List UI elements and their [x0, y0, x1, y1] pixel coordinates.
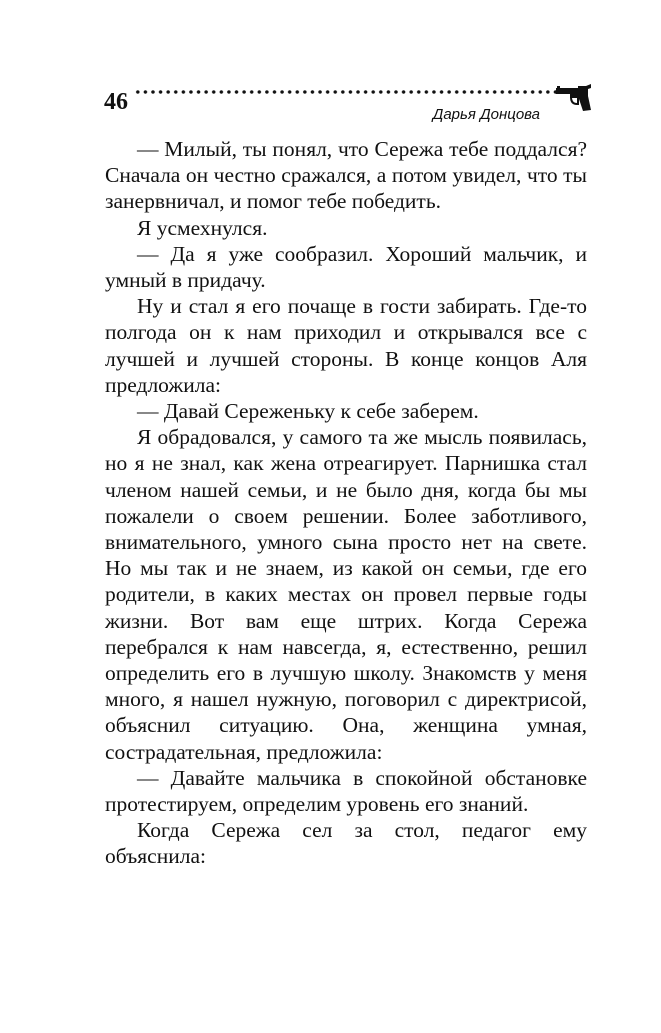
paragraph: Когда Сережа сел за стол, педагог ему объяснила:: [105, 818, 587, 869]
pistol-icon: [554, 84, 592, 112]
paragraph: Я усмехнулся.: [137, 215, 268, 240]
paragraph: — Давайте мальчика в спокойной обстановке протестируем, определим уровень его знаний.: [105, 765, 587, 817]
paragraph: Я обрадовался, у самого та же мысль появилась, но я не знал, как жена отреагирует. Парнишка стал членом нашей семьи, и не было дня, когда бы мы пожалели о своем решении. Более заботливого, внимательного, умного сына просто нет на свете. Но мы так и не знаем, из какой он семьи, где его родители, в каких местах он провел первые годы жизни. Вот вам еще штрих. Когда Сережа перебрался к нам навсегда, я, естественно, решил определить его в лучшую школу. Знакомств у меня много, я нашел нужную, поговорил с директрисой, объяснил ситуацию. Она, женщина умная, сострадательная, предложила:: [105, 425, 587, 764]
dotted-rule: [134, 88, 562, 96]
paragraph: — Милый, ты понял, что Сережа тебе поддался? Сначала он честно сражался, а потом увидел, что ты занервничал, и помог тебе победить.: [105, 137, 587, 214]
running-header: [104, 78, 592, 128]
paragraph: — Давай Сереженьку к себе заберем.: [137, 399, 479, 424]
page-number: 46: [104, 89, 128, 115]
body-text: [105, 136, 587, 870]
book-author: Дарья Донцова: [432, 106, 540, 123]
paragraph: Ну и стал я его почаще в гости забирать. Где-то полгода он к нам приходил и открывался все с лучшей и лучшей стороны. В конце концов Аля предложила:: [105, 294, 587, 397]
paragraph: — Да я уже сообразил. Хороший мальчик, и умный в придачу.: [105, 241, 587, 293]
